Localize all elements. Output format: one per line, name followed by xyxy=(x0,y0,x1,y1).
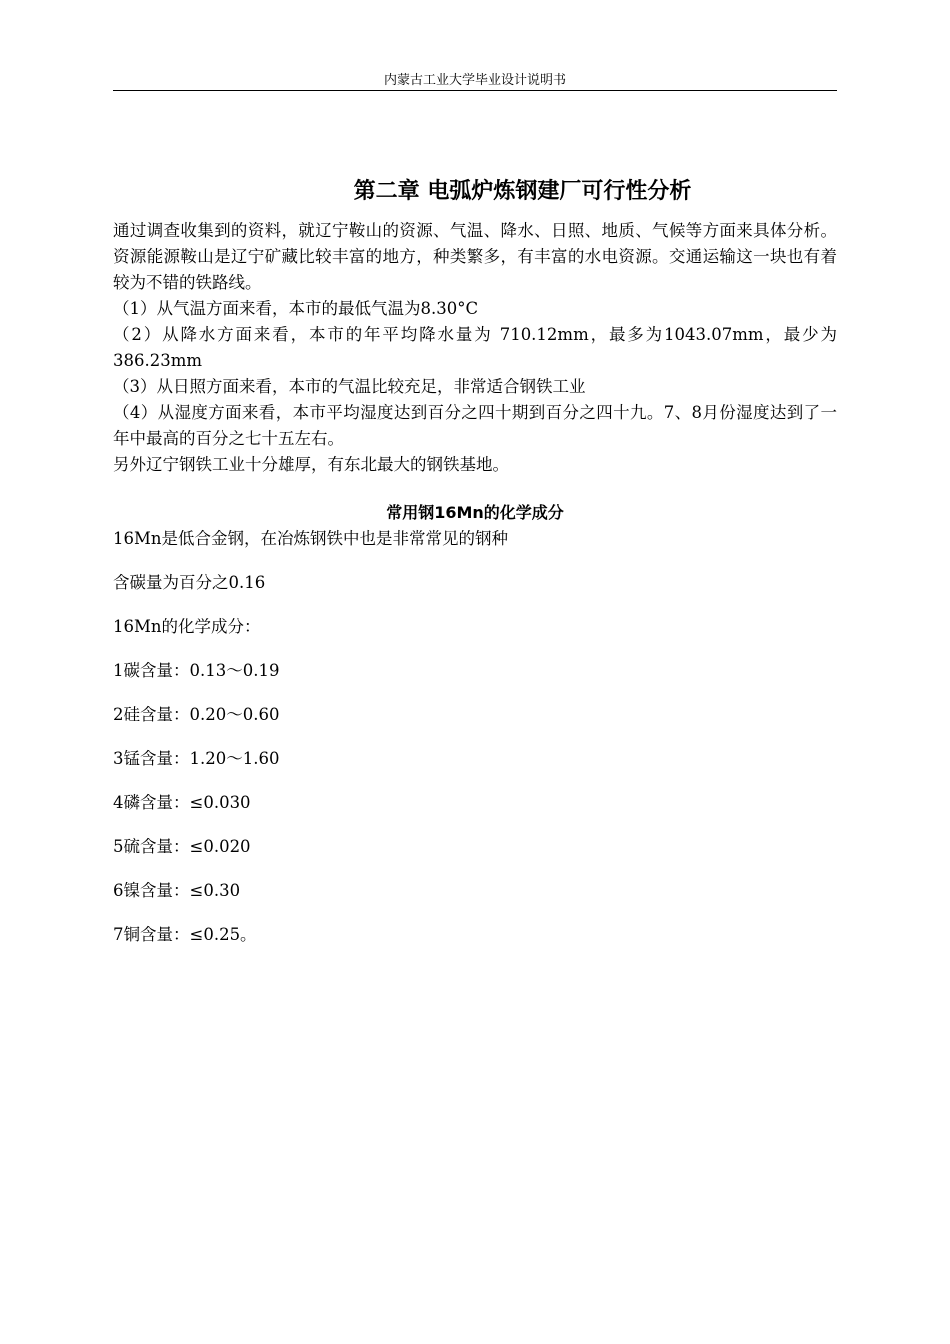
composition-item: 2硅含量：0.20～0.60 xyxy=(113,705,280,724)
section-line: 16Mn是低合金钢，在冶炼钢铁中也是非常常见的钢种 xyxy=(113,529,509,548)
composition-item: 1碳含量：0.13～0.19 xyxy=(113,661,280,680)
composition-item: 4磷含量：≤0.030 xyxy=(113,793,251,812)
header-rule xyxy=(113,90,837,91)
closing-paragraph: 另外辽宁钢铁工业十分雄厚，有东北最大的钢铁基地。 xyxy=(113,455,509,474)
composition-item: 6镍含量：≤0.30 xyxy=(113,881,241,900)
point-item: （2）从降水方面来看，本市的年平均降水量为 710.12mm，最多为1043.07mm，最少为386.23mm xyxy=(113,325,837,370)
section-title: 常用钢16Mn的化学成分 xyxy=(386,503,564,522)
running-header: 内蒙古工业大学毕业设计说明书 xyxy=(383,73,566,88)
point-item: （1）从气温方面来看，本市的最低气温为8.30°C xyxy=(113,299,479,318)
point-item: （3）从日照方面来看，本市的气温比较充足，非常适合钢铁工业 xyxy=(113,377,586,396)
section-line: 16Mn的化学成分： xyxy=(113,617,261,636)
section-line: 含碳量为百分之0.16 xyxy=(113,573,266,592)
composition-item: 7铜含量：≤0.25。 xyxy=(113,925,257,944)
composition-item: 5硫含量：≤0.020 xyxy=(113,837,251,856)
body-text xyxy=(113,218,837,948)
intro-paragraph: 通过调查收集到的资料，就辽宁鞍山的资源、气温、降水、日照、地质、气候等方面来具体分析。资源能源鞍山是辽宁矿藏比较丰富的地方，种类繁多，有丰富的水电资源。交通运输这一块也有着较为不错的铁路线。 xyxy=(113,221,837,292)
composition-item: 3锰含量：1.20～1.60 xyxy=(113,749,280,768)
point-item: （4）从湿度方面来看，本市平均湿度达到百分之四十期到百分之四十九。7、8月份湿度达到了一年中最高的百分之七十五左右。 xyxy=(113,403,837,448)
chapter-title: 第二章 电弧炉炼钢建厂可行性分析 xyxy=(353,179,692,204)
